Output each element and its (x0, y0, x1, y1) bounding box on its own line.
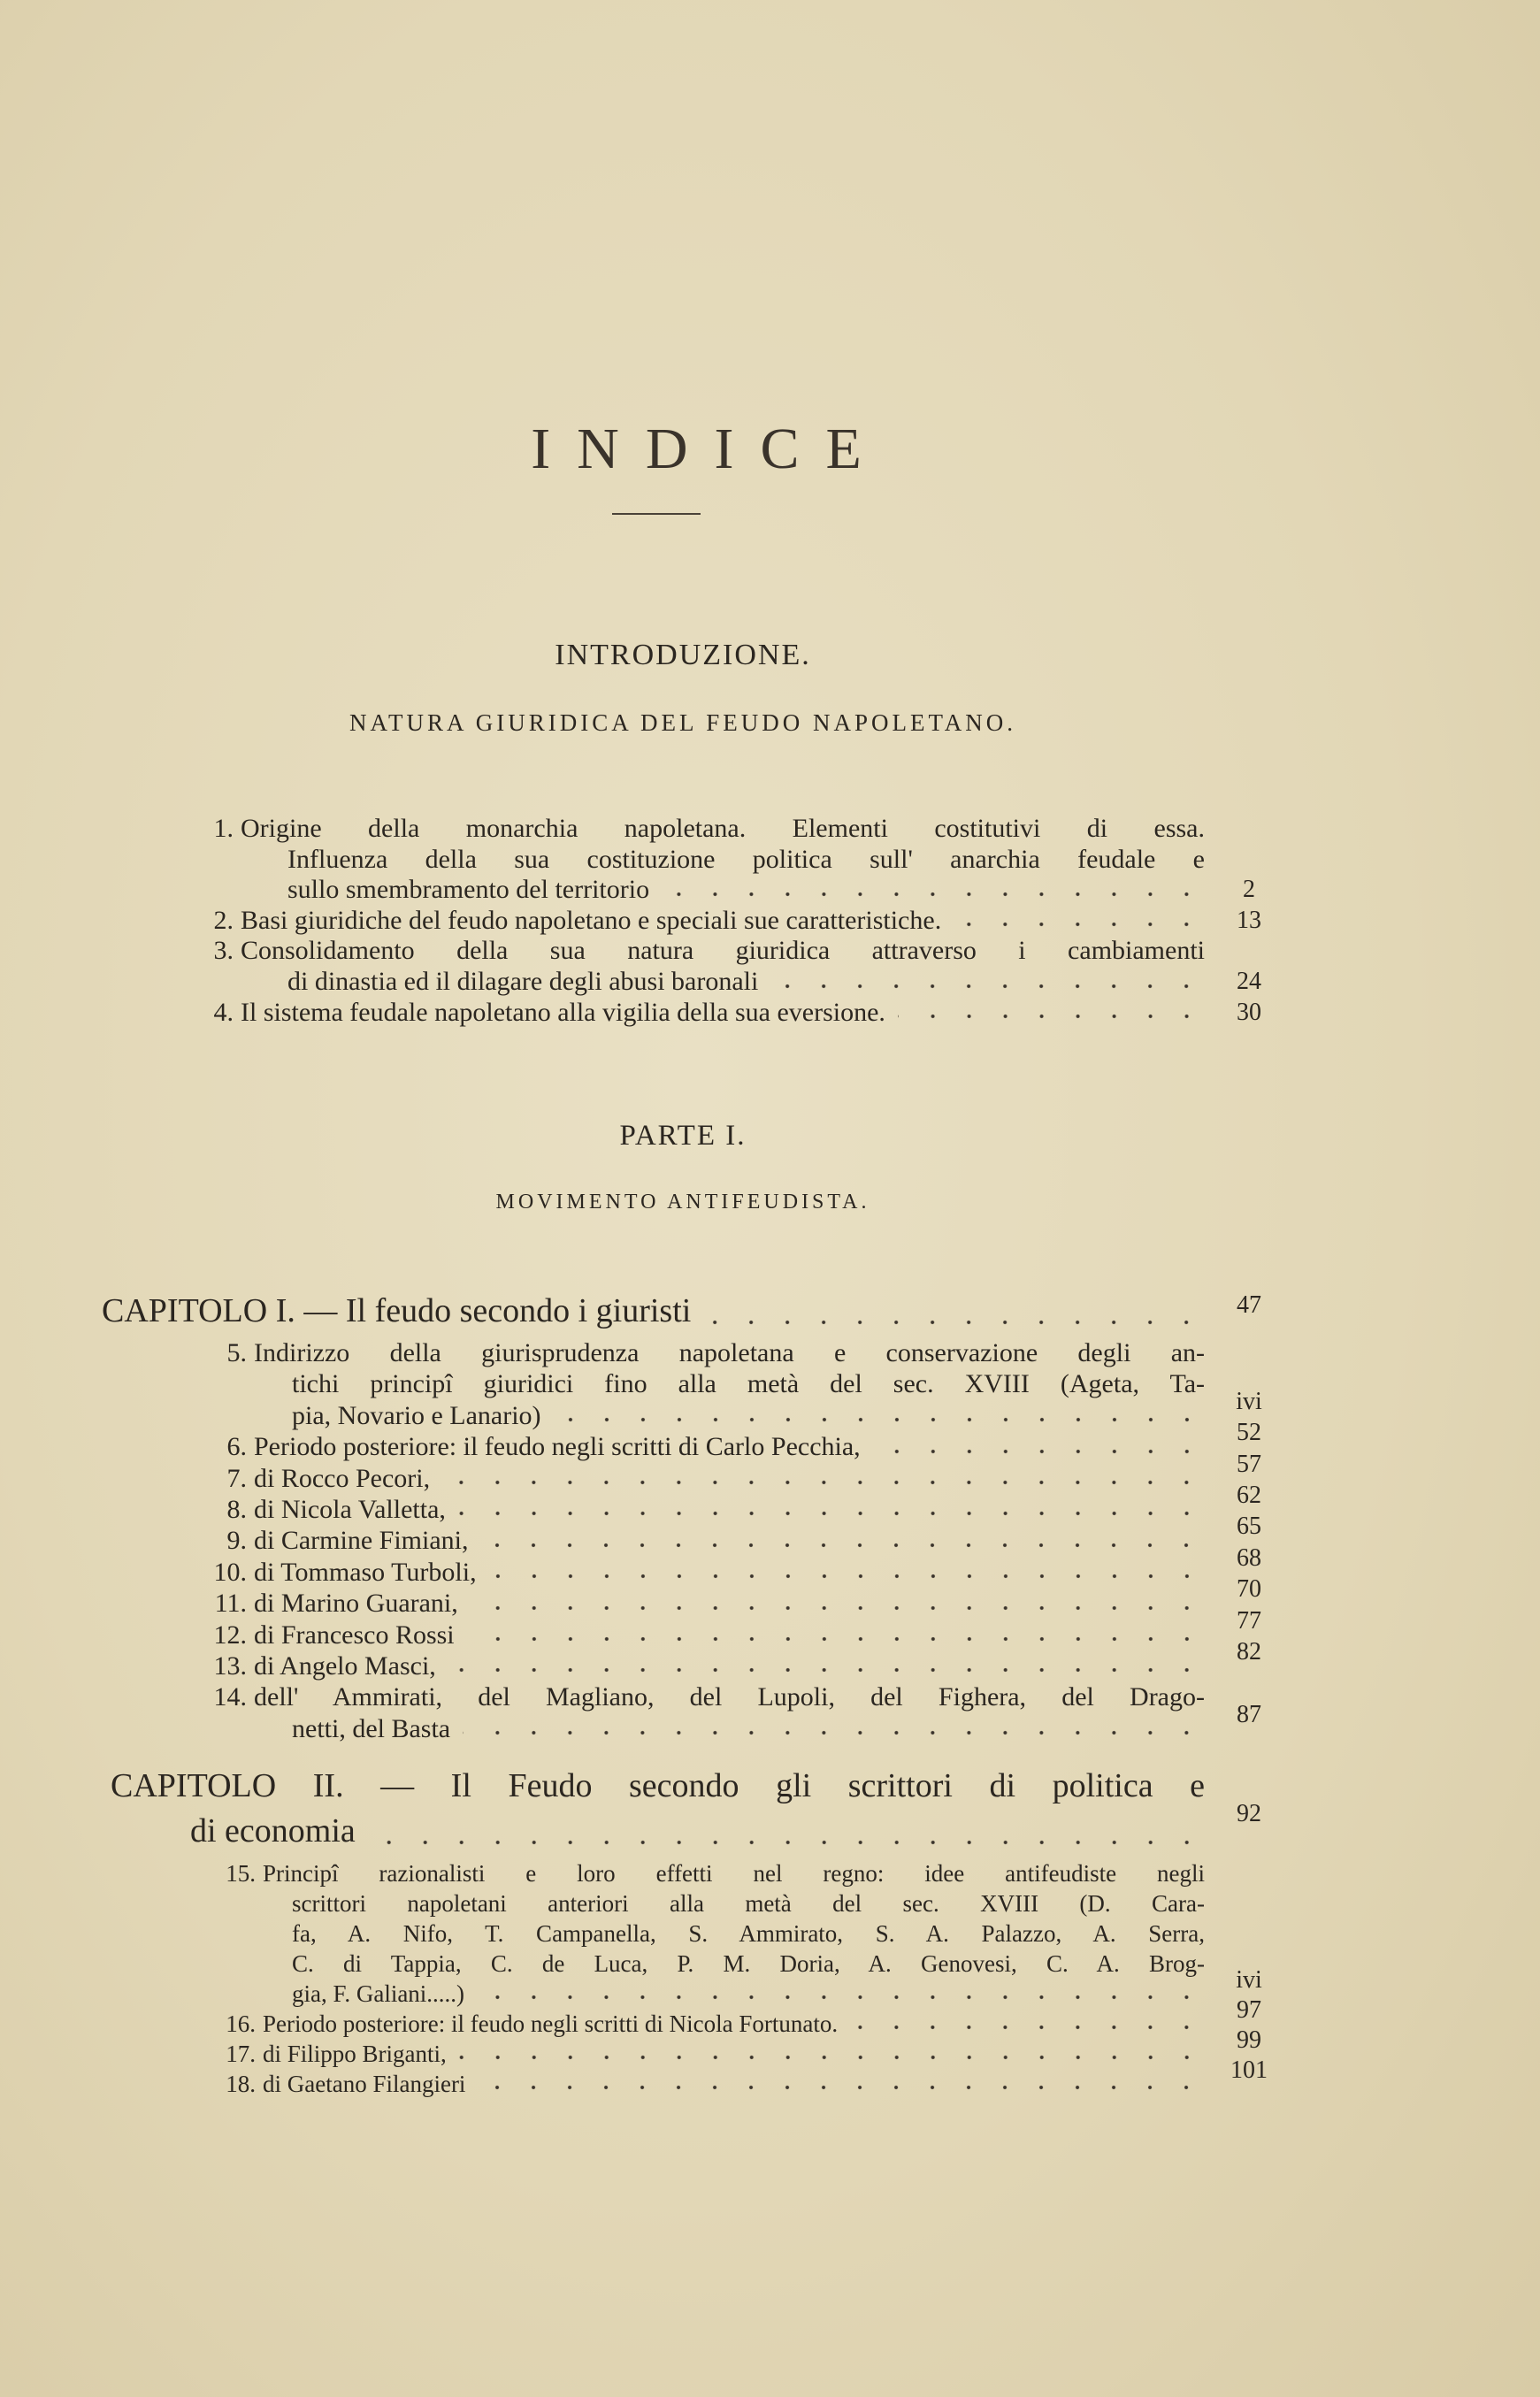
toc-entry (208, 1512, 1261, 1556)
dot-leader (850, 2009, 1205, 2039)
toc-line (208, 1368, 1205, 1399)
entry-text: Consolidamento della sua natura giuridica attraverso i cambiamenti (241, 936, 1205, 966)
entry-text: di Nicola Valletta, (254, 1494, 446, 1524)
entry-text: Principî razionalisti e loro effetti nel regno: idee antifeudiste negli (263, 1860, 1205, 1887)
entry-text: di Francesco Rossi (254, 1620, 455, 1650)
entry-text: di Filippo Briganti, (263, 2041, 447, 2067)
entry-number: 7. (226, 1463, 247, 1493)
toc-entry (208, 1481, 1261, 1525)
entry-text: di Carmine Fimiani, (254, 1526, 469, 1556)
entry-number: 11. (214, 1589, 247, 1619)
page-number: 24 (1237, 967, 1261, 995)
page-number: 101 (1230, 2056, 1268, 2084)
toc-entry (208, 1419, 1261, 1462)
entry-text: fa, A. Nifo, T. Campanella, S. Ammirato, S. A. Palazzo, A. Serra, (292, 1920, 1205, 1947)
dot-leader (467, 1620, 1205, 1650)
page-number: 52 (1237, 1419, 1261, 1447)
entry-number: 4. (213, 997, 234, 1027)
page-number: 65 (1237, 1512, 1261, 1541)
dot-leader (471, 1588, 1205, 1619)
dot-leader (448, 1650, 1205, 1681)
toc-line (208, 1512, 1261, 1556)
entry-text: tichi principî giuridici fino alla metà del sec. XVIII (Ageta, Ta- (292, 1369, 1205, 1399)
toc-entry (217, 1996, 1261, 2039)
entry-text: Periodo posteriore: il feudo negli scritti di Carlo Pecchia, (254, 1432, 861, 1462)
page-number: 82 (1237, 1637, 1261, 1666)
toc-line (208, 1450, 1261, 1494)
dot-leader (442, 1463, 1205, 1494)
dot-leader (554, 1400, 1205, 1431)
toc-line (212, 875, 1255, 906)
page-number: 87 (1237, 1700, 1261, 1728)
title-rule (612, 513, 701, 515)
entry-text: di Angelo Masci, (254, 1650, 436, 1681)
toc-line (217, 1888, 1205, 1918)
entry-text: di Marino Guarani, (254, 1589, 458, 1619)
introduction-entries (212, 814, 1261, 1028)
introduction-heading: INTRODUZIONE. (555, 639, 811, 671)
toc-line (208, 1481, 1261, 1525)
page-number: 47 (1237, 1291, 1261, 1319)
toc-line (208, 1543, 1261, 1588)
toc-line (208, 1337, 1205, 1368)
entry-text: Indirizzo della giurisprudenza napoletana e conservazione degli an- (254, 1338, 1205, 1367)
entry-number: 16. (226, 2010, 256, 2037)
page-number: 2 (1243, 876, 1255, 904)
page-number: 62 (1237, 1481, 1261, 1509)
chapter-1-heading (102, 1288, 1261, 1334)
toc-line (212, 905, 1261, 937)
entry-text: CAPITOLO I. — Il feudo secondo i giuristi (102, 1292, 692, 1329)
page-number: ivi (1236, 1966, 1262, 1994)
entry-text: di Gaetano Filangieri (263, 2071, 466, 2097)
toc-line (217, 1966, 1262, 2009)
toc-entry (217, 2026, 1261, 2069)
entry-text: di dinastia ed il dilagare degli abusi baronali (287, 966, 759, 996)
entry-number: 3. (213, 936, 234, 966)
entry-text: gia, F. Galiani.....) (292, 1980, 465, 2007)
toc-line (111, 1800, 1261, 1854)
toc-line (208, 1681, 1205, 1712)
entry-text: Il sistema feudale napoletano alla vigilia della sua eversione. (241, 997, 885, 1027)
dot-leader (662, 875, 1205, 906)
chapter-1-entries (208, 1337, 1262, 1744)
part-subtitle: MOVIMENTO ANTIFEUDISTA. (495, 1191, 870, 1214)
toc-line (212, 966, 1261, 998)
dot-leader (703, 1288, 1205, 1334)
toc-line (111, 1764, 1205, 1809)
toc-entry (208, 1637, 1261, 1681)
entry-text: dell' Ammirati, del Magliano, del Lupoli, del Fighera, del Drago- (254, 1682, 1205, 1712)
page-number: 57 (1237, 1450, 1261, 1478)
toc-entry (212, 814, 1255, 906)
toc-entry (208, 1575, 1261, 1619)
dot-leader (480, 1525, 1205, 1556)
entry-number: 15. (226, 1860, 256, 1887)
page-number: 77 (1237, 1606, 1261, 1635)
entry-text: Origine della monarchia napoletana. Elementi costitutivi di essa. (241, 814, 1205, 843)
toc-line (102, 1288, 1261, 1334)
toc-entry (212, 905, 1261, 937)
chapter-2-entries (217, 1858, 1268, 2099)
toc-line (208, 1575, 1261, 1619)
dot-leader (489, 1557, 1205, 1588)
dot-leader (770, 967, 1205, 998)
page-number: ivi (1236, 1387, 1262, 1415)
toc-line (208, 1700, 1261, 1744)
page-number: 70 (1237, 1575, 1261, 1604)
dot-leader (898, 998, 1205, 1029)
toc-line (217, 1949, 1205, 1979)
toc-line (217, 2026, 1261, 2069)
toc-line (212, 845, 1205, 876)
toc-line (212, 997, 1261, 1029)
entry-text: di Tommaso Turboli, (254, 1557, 477, 1587)
toc-entry (217, 1858, 1262, 2009)
toc-entry (208, 1681, 1261, 1744)
dot-leader (368, 1809, 1205, 1854)
entry-number: 17. (226, 2041, 256, 2067)
entry-number: 6. (226, 1432, 247, 1462)
toc-line (217, 1858, 1205, 1888)
toc-line (208, 1606, 1261, 1650)
entry-number: 14. (213, 1682, 247, 1712)
entry-text: C. di Tappia, C. de Luca, P. M. Doria, A. Genovesi, C. A. Brog- (292, 1950, 1205, 1977)
toc-entry (208, 1450, 1261, 1494)
part-heading: PARTE I. (619, 1120, 747, 1152)
entry-number: 13. (213, 1650, 247, 1681)
entry-number: 18. (226, 2071, 256, 2097)
entry-text: Periodo posteriore: il feudo negli scritti di Nicola Fortunato. (263, 2010, 839, 2037)
toc-line (217, 2056, 1268, 2099)
entry-number: 1. (213, 814, 234, 843)
dot-leader (954, 906, 1205, 937)
entry-number: 12. (213, 1620, 247, 1650)
page-number: 68 (1237, 1543, 1261, 1572)
dot-leader (477, 1979, 1205, 2009)
entry-number: 2. (213, 905, 234, 935)
entry-text: Influenza della sua costituzione politica sull' anarchia feudale e (287, 844, 1205, 874)
page-number: 99 (1237, 2026, 1261, 2054)
dot-leader (478, 2069, 1205, 2099)
entry-number: 9. (226, 1526, 247, 1556)
toc-line (212, 936, 1205, 967)
toc-line (217, 1918, 1205, 1949)
toc-line (208, 1637, 1261, 1681)
toc-entry (208, 1543, 1261, 1588)
entry-number: 5. (226, 1338, 247, 1367)
entry-text: sullo smembramento del territorio (287, 875, 650, 905)
introduction-subtitle: NATURA GIURIDICA DEL FEUDO NAPOLETANO. (349, 709, 1017, 736)
entry-text: Basi giuridiche del feudo napoletano e speciali sue caratteristiche. (241, 905, 942, 935)
toc-line (208, 1419, 1261, 1462)
entry-text: scrittori napoletani anteriori alla metà del sec. XVIII (D. Cara- (292, 1890, 1205, 1917)
page-number: 30 (1237, 998, 1261, 1026)
page-number: 92 (1237, 1800, 1261, 1827)
entry-text: CAPITOLO II. — Il Feudo secondo gli scrittori di politica e (111, 1767, 1205, 1804)
dot-leader (873, 1431, 1205, 1462)
toc-entry (217, 2056, 1268, 2099)
chapter-2-heading (111, 1764, 1261, 1854)
entry-number: 10. (213, 1557, 247, 1587)
toc-entry (212, 936, 1261, 997)
toc-entry (208, 1337, 1262, 1431)
page-title: INDICE (531, 417, 888, 481)
entry-number: 8. (226, 1494, 247, 1524)
toc-line (217, 1996, 1261, 2039)
entry-text: di economia (190, 1812, 356, 1849)
dot-leader (463, 1713, 1205, 1744)
entry-text: di Rocco Pecori, (254, 1463, 431, 1493)
dot-leader (458, 1494, 1205, 1525)
toc-entry (212, 997, 1261, 1029)
toc-line (208, 1387, 1262, 1431)
toc-line (212, 814, 1205, 845)
page-number: 97 (1237, 1996, 1261, 2024)
entry-text: pia, Novario e Lanario) (292, 1400, 541, 1430)
page-number: 13 (1237, 906, 1261, 934)
dot-leader (459, 2039, 1205, 2069)
toc-entry (208, 1606, 1261, 1650)
entry-text: netti, del Basta (292, 1713, 451, 1743)
